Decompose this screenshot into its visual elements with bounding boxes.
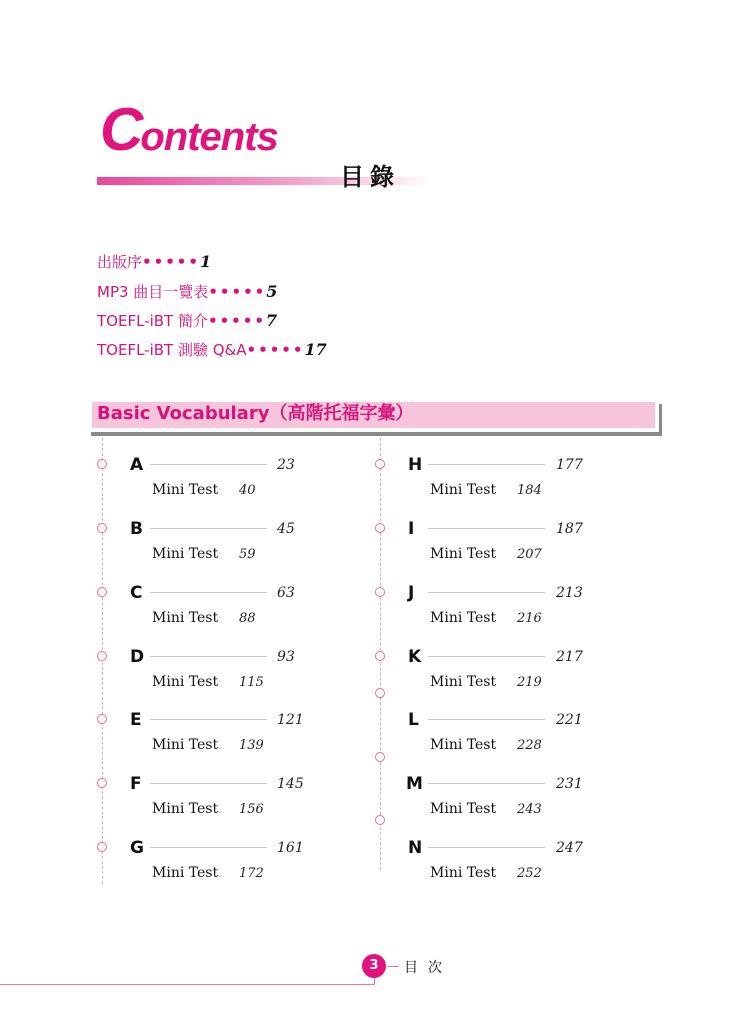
mini-test-page: 184: [517, 483, 542, 498]
mini-test-label[interactable]: Mini Test: [152, 546, 219, 562]
entry-page: 221: [556, 712, 583, 728]
toc-entry-label: 出版序: [97, 253, 143, 271]
entry-rule: [150, 656, 267, 657]
toc-entry[interactable]: [97, 310, 277, 331]
section-letter[interactable]: G: [130, 838, 144, 858]
toc-entry[interactable]: [97, 339, 327, 360]
section-letter[interactable]: H: [408, 455, 423, 475]
section-letter[interactable]: F: [130, 774, 142, 794]
entry-page: 231: [556, 776, 583, 792]
entry-page: 23: [277, 457, 295, 473]
mini-test-label[interactable]: Mini Test: [430, 865, 497, 881]
toc-entry-page: 1: [199, 252, 212, 271]
mini-test-label[interactable]: Mini Test: [152, 865, 219, 881]
mini-test-label[interactable]: Mini Test: [152, 737, 219, 753]
mini-test-page: 88: [239, 611, 256, 626]
mini-test-label[interactable]: Mini Test: [430, 482, 497, 498]
mini-test-label[interactable]: Mini Test: [430, 674, 497, 690]
mini-test-label[interactable]: Mini Test: [430, 737, 497, 753]
entry-rule: [428, 719, 545, 720]
mini-test-page: 172: [239, 866, 264, 881]
timeline-dot: [375, 587, 385, 597]
toc-entry-dots: •••••: [208, 283, 267, 301]
mini-test-page: 156: [239, 802, 264, 817]
toc-entry-page: 17: [304, 340, 327, 359]
title-rest: ontents: [140, 115, 278, 159]
section-letter[interactable]: N: [408, 838, 423, 858]
mini-test-page: 228: [517, 738, 542, 753]
section-letter[interactable]: K: [408, 647, 422, 667]
toc-entry-page: 7: [265, 311, 278, 330]
section-letter[interactable]: M: [406, 774, 423, 794]
toc-entry[interactable]: [97, 251, 211, 272]
mini-test-label[interactable]: Mini Test: [152, 801, 219, 817]
section-letter[interactable]: D: [130, 647, 145, 667]
entry-page: 121: [277, 712, 304, 728]
mini-test-page: 243: [517, 802, 542, 817]
section-letter[interactable]: L: [408, 710, 419, 730]
mini-test-label[interactable]: Mini Test: [152, 610, 219, 626]
page-title: [100, 96, 278, 163]
entry-page: 145: [277, 776, 304, 792]
timeline-dot: [97, 778, 107, 788]
timeline-dot: [375, 815, 385, 825]
timeline-dot: [97, 714, 107, 724]
entry-rule: [150, 528, 267, 529]
toc-entry-page: 5: [266, 282, 278, 301]
entry-page: 93: [277, 649, 295, 665]
mini-test-page: 216: [517, 611, 542, 626]
section-title: Basic Vocabulary（高階托福字彙）: [97, 403, 414, 424]
entry-rule: [150, 592, 267, 593]
mini-test-page: 40: [239, 483, 256, 498]
entry-rule: [150, 783, 267, 784]
mini-test-label[interactable]: Mini Test: [152, 482, 219, 498]
section-letter[interactable]: I: [408, 519, 415, 539]
timeline-dot: [375, 688, 385, 698]
entry-rule: [428, 656, 545, 657]
mini-test-page: 115: [239, 675, 264, 690]
timeline-dot: [97, 587, 107, 597]
entry-rule: [150, 847, 267, 848]
toc-entry-dots: •••••: [207, 312, 266, 330]
section-letter[interactable]: E: [130, 710, 142, 730]
toc-entry-label: TOEFL-iBT 簡介: [97, 312, 208, 330]
section-letter[interactable]: C: [130, 583, 143, 603]
entry-rule: [428, 528, 545, 529]
entry-page: 213: [556, 585, 583, 601]
footer-label: 目次: [404, 960, 452, 976]
section-letter[interactable]: B: [130, 519, 143, 539]
mini-test-label[interactable]: Mini Test: [430, 546, 497, 562]
left-timeline: [102, 438, 103, 884]
toc-entry-dots: •••••: [246, 341, 305, 359]
mini-test-page: 219: [517, 675, 542, 690]
entry-page: 63: [277, 585, 295, 601]
footer-dash: [387, 966, 399, 967]
entry-page: 177: [556, 457, 583, 473]
page-subtitle: 目錄: [340, 162, 400, 191]
entry-page: 217: [556, 649, 583, 665]
timeline-dot: [97, 842, 107, 852]
entry-page: 187: [556, 521, 583, 537]
mini-test-label[interactable]: Mini Test: [430, 610, 497, 626]
page-number: 3: [362, 954, 386, 978]
entry-page: 161: [277, 840, 304, 856]
toc-entry-label: TOEFL-iBT 測驗 Q&A: [97, 341, 247, 359]
timeline-dot: [375, 752, 385, 762]
entry-rule: [428, 847, 545, 848]
footer-rule: [0, 984, 375, 985]
entry-rule: [150, 719, 267, 720]
timeline-dot: [375, 651, 385, 661]
entry-rule: [428, 592, 545, 593]
title-initial: C: [100, 96, 141, 163]
mini-test-page: 207: [517, 547, 542, 562]
entry-rule: [428, 783, 545, 784]
mini-test-label[interactable]: Mini Test: [152, 674, 219, 690]
section-letter[interactable]: J: [408, 583, 415, 603]
section-letter[interactable]: A: [130, 455, 144, 475]
timeline-dot: [375, 459, 385, 469]
entry-page: 45: [277, 521, 295, 537]
toc-entry-label: MP3 曲目一覽表: [97, 283, 209, 301]
mini-test-page: 139: [239, 738, 264, 753]
toc-entry[interactable]: [97, 281, 277, 302]
mini-test-page: 59: [239, 547, 256, 562]
mini-test-label[interactable]: Mini Test: [430, 801, 497, 817]
timeline-dot: [97, 523, 107, 533]
timeline-dot: [375, 523, 385, 533]
mini-test-page: 252: [517, 866, 542, 881]
timeline-dot: [97, 651, 107, 661]
entry-page: 247: [556, 840, 583, 856]
entry-rule: [150, 464, 267, 465]
timeline-dot: [97, 459, 107, 469]
entry-rule: [428, 464, 545, 465]
toc-entry-dots: •••••: [142, 253, 200, 271]
